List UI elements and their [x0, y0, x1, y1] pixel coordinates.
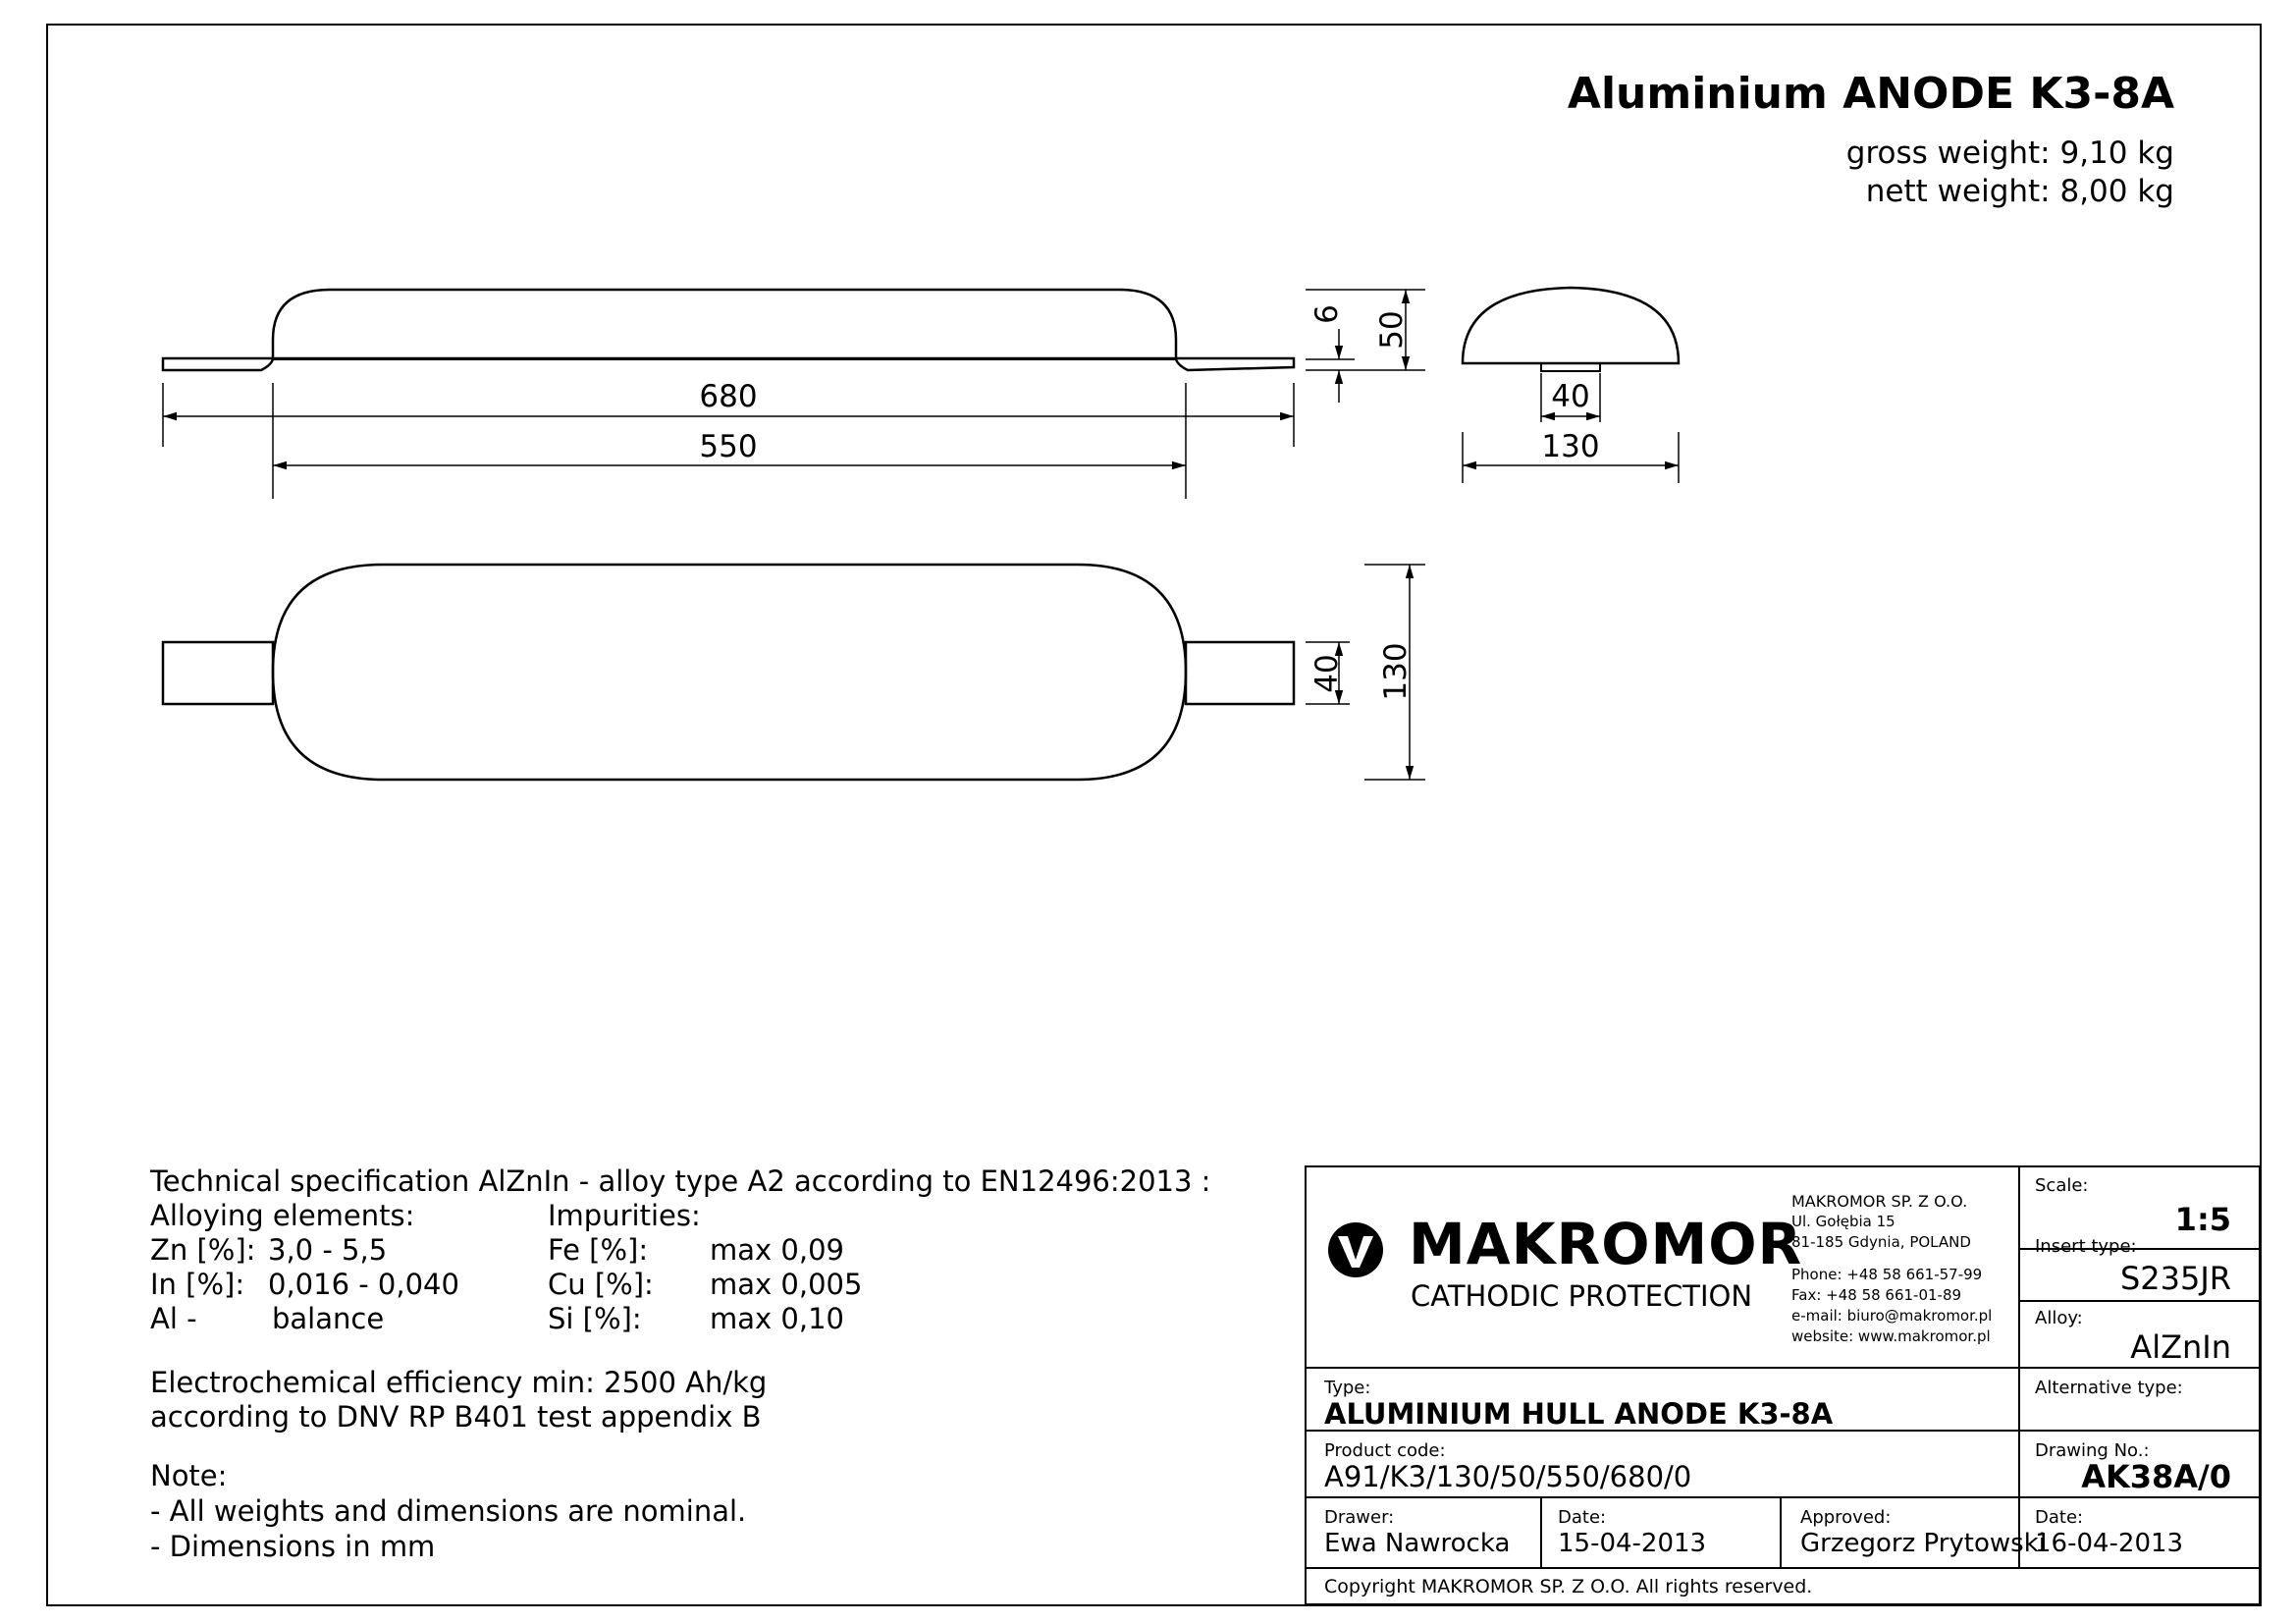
alloying-label: Alloying elements: [150, 1199, 415, 1232]
note-item: - Dimensions in mm [150, 1530, 436, 1563]
drawing-no-value: AK38A/0 [2081, 1458, 2231, 1495]
company-city: 81-185 Gdynia, POLAND [1791, 1233, 1971, 1251]
dim-text-130-top: 130 [1378, 642, 1414, 701]
impurity-element-cu: Cu [%]: [548, 1268, 654, 1301]
dim-text-6: 6 [1309, 304, 1345, 324]
alloy-label: Alloy: [2035, 1308, 2083, 1328]
efficiency-line-1: Electrochemical efficiency min: 2500 Ah/kg [150, 1366, 768, 1399]
company-name: MAKROMOR SP. Z O.O. [1791, 1192, 1968, 1211]
dim-text-50: 50 [1374, 310, 1410, 350]
product-code-label: Product code: [1324, 1440, 1446, 1461]
dim-text-40-end: 40 [1551, 379, 1590, 414]
type-label: Type: [1324, 1378, 1371, 1398]
makromor-logo-icon [1326, 1220, 1385, 1279]
company-phone: Phone: +48 58 661-57-99 [1791, 1266, 1983, 1283]
company-website: website: www.makromor.pl [1791, 1327, 1991, 1345]
approved-label: Approved: [1800, 1507, 1892, 1528]
dim-text-130-end: 130 [1541, 429, 1600, 464]
impurity-value-fe: max 0,09 [710, 1233, 844, 1267]
alloy-element-al: Al - [150, 1302, 197, 1335]
dim-text-550: 550 [699, 429, 758, 464]
side-view-anode [163, 290, 1294, 370]
impurity-element-fe: Fe [%]: [548, 1233, 649, 1267]
gross-weight: gross weight: 9,10 kg [1845, 135, 2174, 171]
impurity-value-si: max 0,10 [710, 1302, 844, 1335]
dim-text-40-top: 40 [1309, 654, 1345, 693]
alloy-value: AlZnIn [2130, 1328, 2231, 1366]
alloy-element-in: In [%]: [150, 1268, 245, 1301]
date-drawn-value: 15-04-2013 [1558, 1529, 1707, 1558]
alloy-element-zn: Zn [%]: [150, 1233, 256, 1267]
alloy-value-in: 0,016 - 0,040 [268, 1268, 459, 1301]
scale-value: 1:5 [2174, 1201, 2231, 1238]
efficiency-line-2: according to DNV RP B401 test appendix B [150, 1400, 762, 1434]
impurity-value-cu: max 0,005 [710, 1268, 863, 1301]
drawing-title: Aluminium ANODE K3-8A [1567, 69, 2174, 119]
insert-type-label: Insert type: [2035, 1236, 2137, 1257]
date-approved-value: 16-04-2013 [2035, 1529, 2184, 1558]
drawing-no-label: Drawing No.: [2035, 1440, 2150, 1461]
title-block [1305, 1165, 2261, 1605]
logo-subtitle: CATHODIC PROTECTION [1411, 1279, 1753, 1313]
date-drawn-label: Date: [1558, 1507, 1607, 1528]
note-label: Note: [150, 1459, 228, 1492]
alternative-type-label: Alternative type: [2035, 1378, 2183, 1398]
alloy-value-al: balance [272, 1302, 385, 1335]
dim-text-680: 680 [699, 379, 758, 414]
type-value: ALUMINIUM HULL ANODE K3-8A [1324, 1397, 1834, 1431]
alloy-value-zn: 3,0 - 5,5 [268, 1233, 388, 1267]
drawer-label: Drawer: [1324, 1507, 1395, 1528]
spec-heading: Technical specification AlZnIn - alloy type A2 according to EN12496:2013 : [150, 1164, 1211, 1198]
note-item: - All weights and dimensions are nominal. [150, 1494, 747, 1528]
logo-text: MAKROMOR [1409, 1211, 1803, 1277]
impurity-element-si: Si [%]: [548, 1302, 642, 1335]
top-view-anode [273, 565, 1186, 780]
copyright: Copyright MAKROMOR SP. Z O.O. All rights reserved. [1324, 1576, 1813, 1597]
company-street: Ul. Gołębia 15 [1791, 1213, 1896, 1230]
company-fax: Fax: +48 58 661-01-89 [1791, 1286, 1962, 1304]
approved-value: Grzegorz Prytowski [1800, 1529, 2046, 1558]
scale-label: Scale: [2035, 1175, 2089, 1196]
top-view-core-right [1186, 642, 1294, 704]
impurities-label: Impurities: [548, 1199, 701, 1232]
insert-type-value: S235JR [2119, 1260, 2231, 1297]
nett-weight: nett weight: 8,00 kg [1865, 174, 2174, 209]
end-view-anode [1463, 288, 1679, 363]
company-address [1791, 1191, 1992, 1347]
company-email: e-mail: biuro@makromor.pl [1791, 1307, 1993, 1325]
top-view-core-left [163, 642, 273, 704]
date-approved-label: Date: [2035, 1507, 2084, 1528]
product-code-value: A91/K3/130/50/550/680/0 [1324, 1460, 1692, 1493]
drawer-value: Ewa Nawrocka [1324, 1529, 1511, 1558]
